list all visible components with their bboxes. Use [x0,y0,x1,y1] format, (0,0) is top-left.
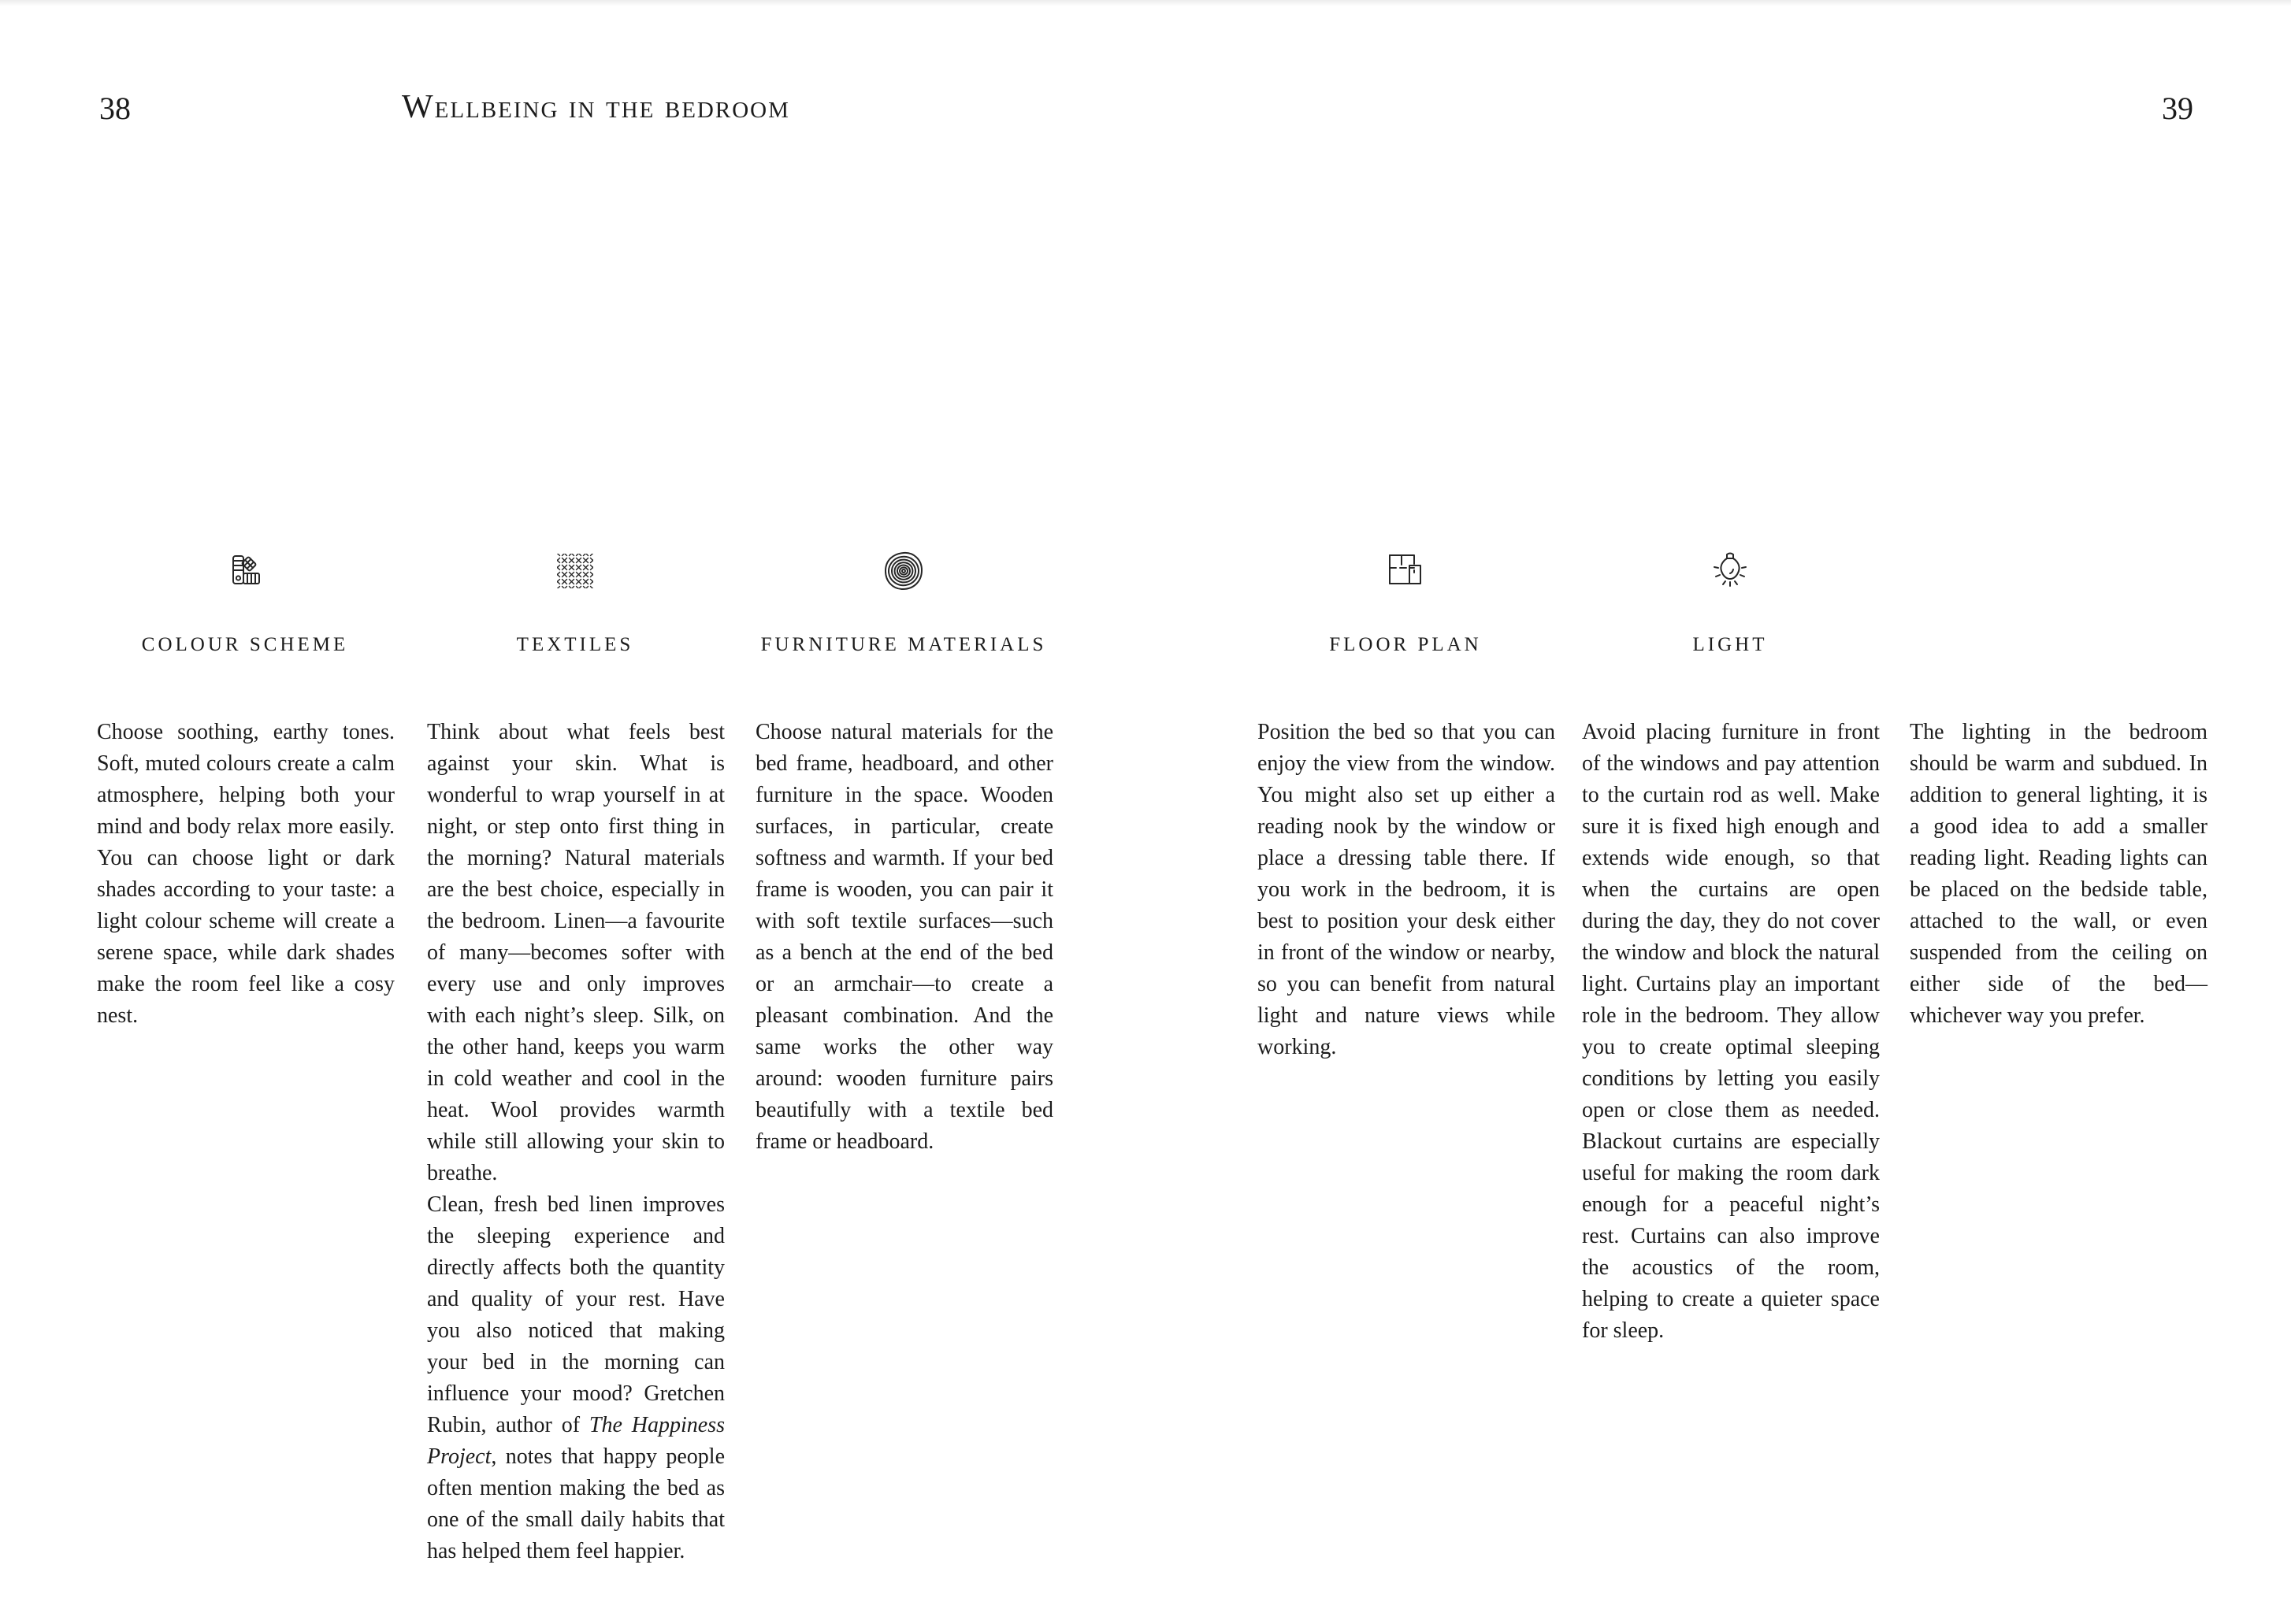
section-head-colour-scheme [97,547,393,657]
paragraph: The lighting in the bedroom should be warm and subdued. In addition to general lighting, it is a good idea to add a smaller reading light. Reading lights can be placed on the bedside table, attached to the wall, or even suspended from the ceiling on either side of the bed—whichever way you prefer. [1910,720,2207,1028]
colour-swatches-icon [97,547,393,595]
right-page-number: 39 [2162,91,2193,126]
section-head-furniture-materials [756,547,1052,657]
light-bulb-icon [1582,547,1878,595]
paragraph: Think about what feels best against your skin. What is wonderful to wrap yourself in at night, or step onto first thing in the morning? Natural materials are the best choice, especially in the bedroom. Linen—a favourite of many—becomes softer with every use and only improves with each night’s sleep. Silk, on the other hand, keeps you warm in cold weather and cool in the heat. Wool provides warmth while still allowing your skin to breathe. [427,720,725,1185]
wood-rings-icon [756,547,1052,595]
column-colour-scheme [97,717,395,1032]
paragraph-text: Clean, fresh bed linen improves the sleeping experience and directly affects both the quantity and quality of your rest. Have you also noticed that making your bed in the morning can influence your mood? Gretchen Rubin, author of [427,1192,725,1437]
section-title-light: LIGHT [1692,634,1768,655]
column-textiles [427,717,725,1567]
section-head-light [1582,547,1878,657]
paragraph [427,1189,725,1567]
column-light [1582,717,1880,1347]
section-title-floor-plan: FLOOR PLAN [1329,634,1482,655]
cross-stitch-icon [427,547,723,595]
paragraph: Choose soothing, earthy tones. Soft, muted colours create a calm atmosphere, helping both your mind and body relax more easily. You can choose light or dark shades according to your taste: a light colour scheme will create a serene space, while dark shades make the room feel like a cosy nest. [97,720,395,1028]
paragraph: Avoid placing furniture in front of the windows and pay attention to the curtain rod as well. Make sure it is fixed high enough and extends wide enough, so that when the curtains are open during the day, they do not cover the window and block the natural light. Curtains play an important role in the bedroom. They allow you to create optimal sleeping conditions by letting you easily open or close them as needed. Blackout curtains are especially useful for making the room dark enough for a peaceful night’s rest. Curtains can also improve the acoustics of the room, helping to create a quieter space for sleep. [1582,720,1880,1343]
column-light-continued [1910,717,2207,1032]
book-title-italic: The Happiness Project [427,1413,725,1469]
left-page-number: 38 [99,91,131,126]
section-head-textiles [427,547,723,657]
paragraph: Choose natural materials for the bed frame, headboard, and other furniture in the space. Wooden surfaces, in particular, create softness and warmth. If your bed frame is wooden, you can pair it with soft textile surfaces—such as a bench at the end of the bed or an armchair—to create a pleasant combination. And the same works the other way around: wooden furniture pairs beautifully with a textile bed frame or headboard. [756,720,1053,1154]
section-title-colour-scheme: COLOUR SCHEME [141,634,349,655]
paragraph-text: , notes that happy people often mention making the bed as one of the small daily habits that has helped them feel happier. [427,1444,725,1563]
column-floor-plan [1257,717,1555,1063]
section-title-textiles: TEXTILES [516,634,634,655]
section-head-floor-plan [1257,547,1554,657]
running-head: Wellbeing in the bedroom [402,89,790,125]
column-furniture-materials [756,717,1053,1158]
section-title-furniture-materials: FURNITURE MATERIALS [760,634,1047,655]
floor-plan-icon [1257,547,1554,595]
paragraph: Position the bed so that you can enjoy the view from the window. You might also set up either a reading nook by the window or place a dressing table there. If you work in the bedroom, it is best to position your desk either in front of the window or nearby, so you can benefit from natural light and nature views while working. [1257,720,1555,1059]
